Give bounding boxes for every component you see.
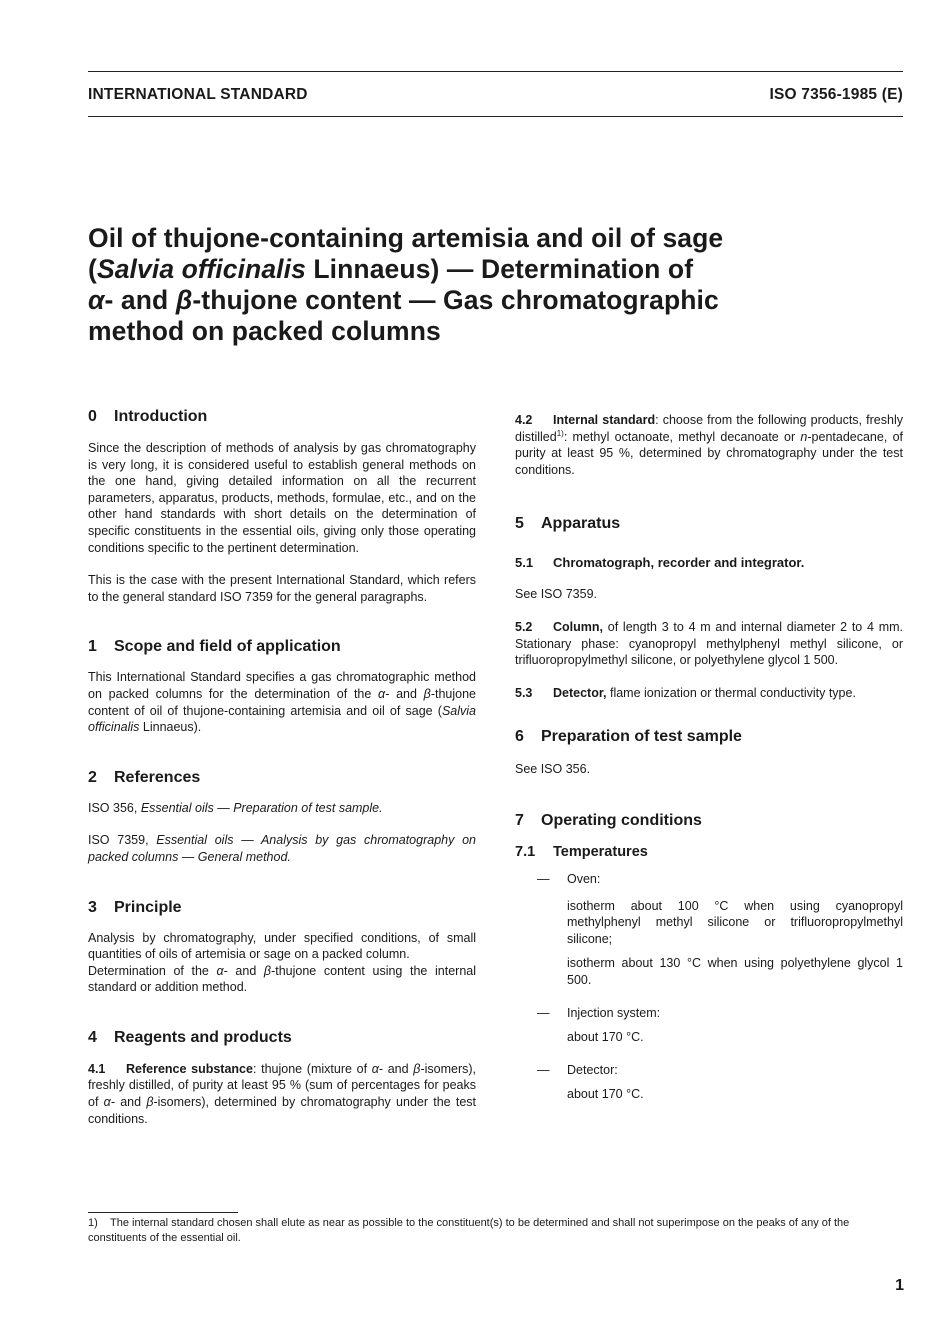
section-0-heading: 0 Introduction <box>88 408 208 425</box>
section-6-text: See ISO 356. <box>515 762 591 777</box>
reference-iso-356: ISO 356, Essential oils — Preparation of test sample. <box>88 800 383 815</box>
oven-condition-1: isotherm about 100 °C when using cyanopropyl methylphenyl methyl silicone or trifluoropropylmethyl silicone; <box>567 898 903 946</box>
subsection-5-2: 5.2 Column, of length 3 to 4 m and internal diameter 2 to 4 mm. Stationary phase: cyanopropyl methylphenyl methyl silicone, or trifluoropropylmethyl silicone, or polyethylene glycol 1 500. <box>515 619 903 668</box>
injection-value: about 170 °C. <box>567 1030 644 1045</box>
document-title: Oil of thujone-containing artemisia and oil of sage (Salvia officinalis Linnaeus) — Determination of α- and β-thujone content — Gas chromatographic method on packed columns <box>88 223 724 346</box>
section-3-paragraph-1: Analysis by chromatography, under specified conditions, of small quantities of oils of artemisia or sage on a packed column. <box>88 930 476 962</box>
injection-item: — Injection system: <box>537 1005 661 1020</box>
reference-iso-7359: ISO 7359, Essential oils — Analysis by gas chromatography on packed columns — General method. <box>88 833 476 864</box>
right-column <box>515 412 903 1103</box>
footnote: 1) The internal standard chosen shall elute as near as possible to the constituent(s) to be determined and shall not superimpose on the peaks of any of the constituents of the essential oil. <box>88 1217 850 1244</box>
detector-item: — Detector: <box>537 1062 618 1077</box>
page-number: 1 <box>895 1277 904 1294</box>
detector-value: about 170 °C. <box>567 1087 644 1102</box>
subsection-4-2: 4.2 Internal standard: choose from the following products, freshly distilled$^{1)}$: methyl octanoate, methyl decanoate or n-pentadecane, of purity at least 95 %, determined by chromatography under the test conditions. <box>515 413 903 477</box>
oven-condition-2: isotherm about 130 °C when using polyethylene glycol 1 500. <box>567 956 903 987</box>
section-3-paragraph-2: Determination of the α- and β-thujone content using the internal standard or addition method. <box>88 963 477 995</box>
section-0-paragraph-2: This is the case with the present International Standard, which refers to the general standard ISO 7359 for the general paragraphs. <box>88 573 476 604</box>
left-column <box>88 408 476 1127</box>
section-1-heading: 1 Scope and field of application <box>88 638 341 656</box>
header-bottom-rule <box>88 116 903 117</box>
oven-item: — Oven: <box>537 871 601 886</box>
header-top-rule <box>88 71 903 72</box>
subsection-7-1-heading: 7.1 Temperatures <box>515 843 648 860</box>
section-3-heading: 3 Principle <box>88 898 182 916</box>
header-standard-label: INTERNATIONAL STANDARD <box>88 86 308 103</box>
subsection-5-1-text: See ISO 7359. <box>515 587 598 602</box>
subsection-5-3: 5.3 Detector, flame ionization or thermal conductivity type. <box>515 685 856 700</box>
section-6-heading: 6 Preparation of test sample <box>515 728 742 746</box>
footnote-rule <box>88 1212 238 1213</box>
section-1-paragraph: This International Standard specifies a gas chromatographic method on packed columns for the determination of the α- and β-thujone content of oil of thujone-containing artemisia and oil of sage (Salvia officinalis Linnaeus). <box>88 670 476 735</box>
section-4-heading: 4 Reagents and products <box>88 1028 292 1046</box>
section-0-paragraph-1: Since the description of methods of analysis by gas chromatography is very long, it is considered useful to establish general methods on the one hand, giving detailed information on all the recurrent parameters, apparatus, products, methods, formulae, etc., and on the other hand standards with short details on the determination of specific constituents in the essential oils, giving only those operating conditions specific to the pertinent determination. <box>88 441 476 555</box>
section-5-heading: 5 Apparatus <box>515 515 621 533</box>
subsection-5-1-heading: 5.1 Chromatograph, recorder and integrator. <box>515 555 805 571</box>
subsection-4-1: 4.1 Reference substance: thujone (mixture of α- and β-isomers), freshly distilled, of purity at least 95 % (sum of percentages for peaks of α- and β-isomers), determined by chromatography under the test conditions. <box>88 1061 477 1126</box>
header-document-number: ISO 7356-1985 (E) <box>769 86 903 103</box>
section-7-heading: 7 Operating conditions <box>515 811 702 829</box>
section-2-heading: 2 References <box>88 768 201 786</box>
